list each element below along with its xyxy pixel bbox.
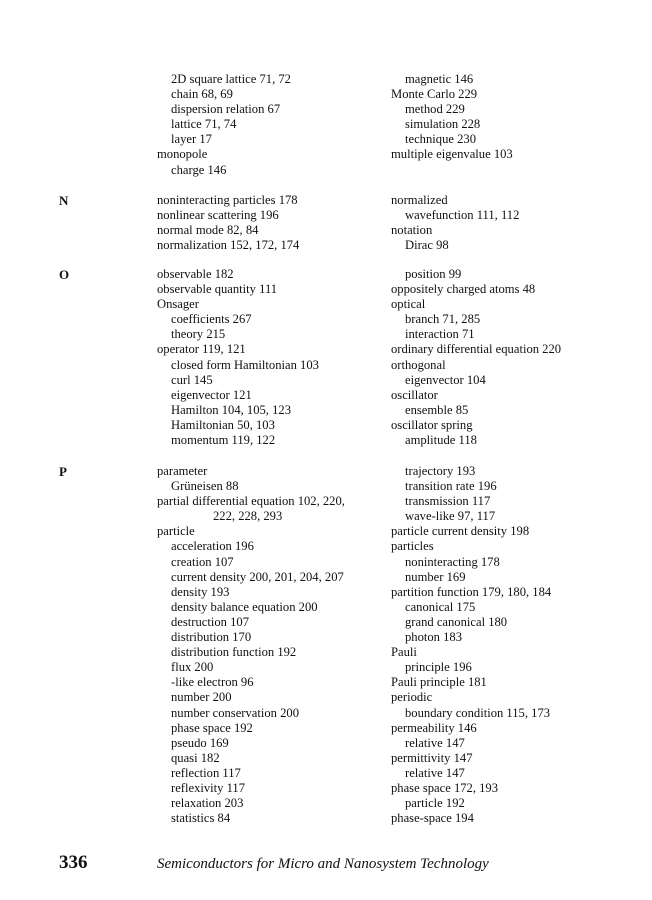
section-letter: O (59, 267, 70, 282)
index-entry: ordinary differential equation 220 (391, 342, 562, 357)
page-footer (0, 852, 652, 874)
index-entry: normalization 152, 172, 174 (157, 238, 300, 253)
index-subentry: relaxation 203 (171, 796, 244, 811)
index-subentry: Dirac 98 (405, 238, 449, 253)
index-subentry: reflexivity 117 (171, 780, 246, 795)
index-subentry: creation 107 (171, 554, 234, 569)
index-subentry: momentum 119, 122 (171, 433, 276, 448)
index-subentry: position 99 (405, 267, 462, 281)
index-column-left (157, 464, 382, 826)
index-subentry: principle 196 (405, 660, 472, 675)
index-subentry: Grüneisen 88 (171, 479, 239, 494)
index-entry: Onsager (157, 297, 199, 312)
index-subentry: lattice 71, 74 (171, 117, 237, 132)
index-subentry: Hamiltonian 50, 103 (171, 417, 275, 432)
index-entry: Monte Carlo 229 (391, 87, 478, 102)
index-subentry: distribution 170 (171, 630, 252, 645)
index-subentry: trajectory 193 (405, 464, 476, 478)
index-entry: particles (391, 539, 434, 554)
index-subentry: phase space 192 (171, 720, 253, 735)
section-letter: N (59, 193, 69, 208)
index-subentry: closed form Hamiltonian 103 (171, 357, 319, 372)
index-subentry: density balance equation 200 (171, 599, 318, 614)
index-subentry: reflection 117 (171, 765, 241, 780)
index-subentry: dispersion relation 67 (171, 102, 281, 117)
index-subentry: amplitude 118 (405, 433, 477, 448)
index-subentry: quasi 182 (171, 750, 220, 765)
index-subentry: photon 183 (405, 630, 463, 645)
index-entry: nonlinear scattering 196 (157, 208, 279, 223)
index-column-left (157, 193, 382, 253)
index-entry: optical (391, 297, 426, 312)
index-subentry: Hamilton 104, 105, 123 (171, 402, 291, 417)
index-subentry: 222, 228, 293 (213, 509, 283, 524)
index-entry: notation (391, 223, 433, 238)
index-subentry: wave-like 97, 117 (405, 509, 496, 524)
index-subentry: eigenvector 121 (171, 387, 252, 402)
index-entry: partial differential equation 102, 220, (157, 494, 345, 509)
index-subentry: eigenvector 104 (405, 372, 486, 387)
index-subentry: transmission 117 (405, 494, 491, 509)
index-subentry: number conservation 200 (171, 705, 300, 720)
index-column-left (157, 72, 382, 178)
index-subentry: relative 147 (405, 735, 465, 750)
index-entry: oscillator spring (391, 417, 473, 432)
index-subentry: coefficients 267 (171, 312, 252, 327)
index-subentry: destruction 107 (171, 614, 249, 629)
index-subentry: relative 147 (405, 765, 465, 780)
index-entry: oscillator (391, 387, 438, 402)
index-entry: phase-space 194 (391, 811, 474, 826)
index-entry: particle current density 198 (391, 524, 530, 539)
index-subentry: branch 71, 285 (405, 312, 481, 327)
index-subentry: canonical 175 (405, 599, 476, 614)
index-subentry: 2D square lattice 71, 72 (171, 72, 291, 86)
section-letter: P (59, 464, 67, 479)
index-entry: phase space 172, 193 (391, 780, 499, 795)
index-subentry: method 229 (405, 102, 465, 117)
index-subentry: interaction 71 (405, 327, 475, 342)
index-subentry: number 200 (171, 690, 232, 705)
index-entry: normalized (391, 193, 448, 207)
index-subentry: chain 68, 69 (171, 87, 233, 102)
index-column-right (391, 267, 636, 448)
index-entry: observable 182 (157, 267, 234, 281)
index-subentry: density 193 (171, 584, 230, 599)
index-entry: monopole (157, 147, 208, 162)
index-subentry: curl 145 (171, 372, 213, 387)
index-subentry: magnetic 146 (405, 72, 474, 86)
index-subentry: layer 17 (171, 132, 212, 147)
index-entry: periodic (391, 690, 433, 705)
index-subentry: ensemble 85 (405, 402, 469, 417)
index-column-right (391, 72, 636, 163)
index-subentry: transition rate 196 (405, 479, 497, 494)
index-subentry: noninteracting 178 (405, 554, 500, 569)
index-subentry: -like electron 96 (171, 675, 254, 690)
index-subentry: acceleration 196 (171, 539, 254, 554)
running-title: Semiconductors for Micro and Nanosystem Technology (157, 856, 489, 872)
index-subentry: statistics 84 (171, 811, 231, 826)
index-entry: permeability 146 (391, 720, 477, 735)
index-entry: Pauli (391, 645, 417, 660)
index-subentry: simulation 228 (405, 117, 481, 132)
index-entry: normal mode 82, 84 (157, 223, 259, 238)
index-subentry: wavefunction 111, 112 (405, 208, 520, 223)
index-subentry: flux 200 (171, 660, 214, 675)
index-subentry: particle 192 (405, 796, 465, 811)
index-subentry: current density 200, 201, 204, 207 (171, 569, 344, 584)
index-subentry: boundary condition 115, 173 (405, 705, 551, 720)
index-subentry: grand canonical 180 (405, 614, 508, 629)
index-column-left (157, 267, 382, 448)
index-column-right (391, 193, 636, 253)
index-column-right (391, 464, 636, 826)
index-subentry: pseudo 169 (171, 735, 229, 750)
index-entry: particle (157, 524, 195, 539)
index-entry: orthogonal (391, 357, 446, 372)
index-entry: partition function 179, 180, 184 (391, 584, 552, 599)
index-entry: Pauli principle 181 (391, 675, 487, 690)
index-entry: multiple eigenvalue 103 (391, 147, 513, 162)
index-entry: noninteracting particles 178 (157, 193, 298, 207)
index-entry: oppositely charged atoms 48 (391, 282, 536, 297)
index-subentry: technique 230 (405, 132, 476, 147)
index-entry: observable quantity 111 (157, 282, 278, 297)
index-entry: parameter (157, 464, 208, 478)
index-subentry: theory 215 (171, 327, 226, 342)
index-entry: operator 119, 121 (157, 342, 246, 357)
index-subentry: charge 146 (171, 162, 227, 177)
page-number: 336 (59, 852, 88, 873)
index-subentry: distribution function 192 (171, 645, 297, 660)
index-subentry: number 169 (405, 569, 466, 584)
index-entry: permittivity 147 (391, 750, 473, 765)
